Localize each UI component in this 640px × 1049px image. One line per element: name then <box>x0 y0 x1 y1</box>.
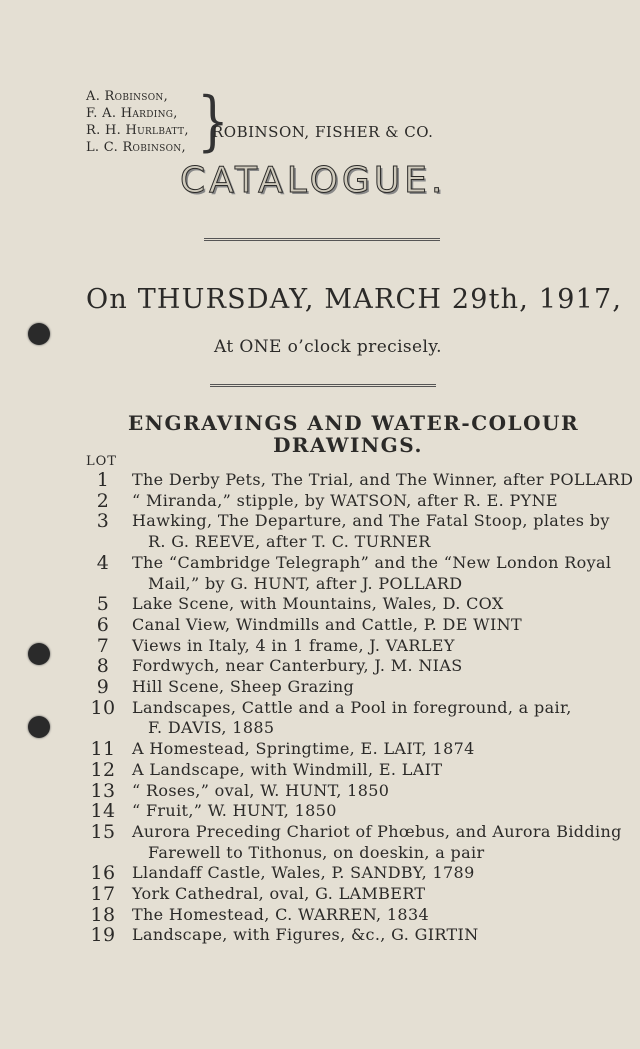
lot-number: 5 <box>96 593 110 616</box>
partner-list <box>86 88 189 156</box>
lot-entry <box>86 781 556 802</box>
lot-entry <box>86 739 556 760</box>
lot-description: A Landscape, with Windmill, E. LAIT <box>132 759 443 779</box>
partner-name: R. H. Hurlbatt, <box>86 123 189 138</box>
lot-number: 8 <box>96 655 110 678</box>
section-title <box>128 411 580 457</box>
lot-number: 1 <box>96 469 110 491</box>
lot-entry <box>86 491 556 512</box>
lot-description: The Homestead, C. WARREN, 1834 <box>132 904 430 924</box>
lot-number: 15 <box>90 820 116 843</box>
lot-description: Mail,” by G. HUNT, after J. POLLARD <box>148 573 463 593</box>
lot-entry <box>86 863 556 884</box>
lot-description: “ Roses,” oval, W. HUNT, 1850 <box>132 780 390 800</box>
lot-description: “ Fruit,” W. HUNT, 1850 <box>132 801 337 821</box>
lot-entry <box>86 801 556 822</box>
section-title-line: ENGRAVINGS AND WATER-COLOUR <box>128 411 580 435</box>
lot-number: 14 <box>90 800 116 823</box>
section-title-line: DRAWINGS. <box>273 433 423 457</box>
lot-description: The “Cambridge Telegraph” and the “New London Royal <box>132 552 612 572</box>
binding-hole <box>28 716 50 738</box>
sale-date: On THURSDAY, MARCH 29th, 1917, <box>86 284 623 315</box>
lot-column-heading: LOT <box>86 454 117 469</box>
lot-description: Canal View, Windmills and Cattle, P. DE WINT <box>132 614 523 634</box>
binding-hole <box>28 643 50 665</box>
binding-hole <box>28 323 50 345</box>
lot-description: York Cathedral, oval, G. LAMBERT <box>132 884 426 904</box>
lot-description: Views in Italy, 4 in 1 frame, J. VARLEY <box>132 635 455 655</box>
lot-number: 13 <box>90 779 116 802</box>
lot-number: 10 <box>90 696 116 719</box>
lot-number: 2 <box>96 489 110 512</box>
lot-entry <box>86 696 572 739</box>
lot-entry <box>86 615 556 636</box>
lot-entry <box>86 656 556 677</box>
lot-number: 9 <box>96 676 110 699</box>
brace: } <box>197 83 229 159</box>
lot-entry <box>86 884 556 905</box>
catalogue-title: CATALOGUE. <box>180 160 447 201</box>
lot-entry <box>86 820 622 863</box>
lot-entry <box>86 760 556 781</box>
divider <box>210 384 436 387</box>
lot-description: Lake Scene, with Mountains, Wales, D. COX <box>132 594 504 614</box>
lot-description: Llandaff Castle, Wales, P. SANDBY, 1789 <box>132 863 475 883</box>
lot-number: 4 <box>96 551 110 574</box>
partner-name: L. C. Robinson, <box>86 140 186 155</box>
partner-name: F. A. Harding, <box>86 106 178 121</box>
lot-description: Hill Scene, Sheep Grazing <box>132 677 355 697</box>
lot-description: A Homestead, Springtime, E. LAIT, 1874 <box>132 739 475 759</box>
lot-entry <box>86 594 556 615</box>
lot-number: 11 <box>90 738 116 761</box>
lot-list <box>86 469 634 947</box>
lot-number: 18 <box>90 903 116 926</box>
lot-description: Hawking, The Departure, and The Fatal Stoop, plates by <box>132 511 610 531</box>
lot-number: 7 <box>96 634 110 657</box>
divider <box>204 238 440 241</box>
lot-description: Landscapes, Cattle and a Pool in foreground, a pair, <box>132 697 572 717</box>
lot-number: 16 <box>90 862 116 885</box>
lot-description: The Derby Pets, The Trial, and The Winner, after POLLARD <box>132 470 634 489</box>
lot-number: 19 <box>90 924 116 947</box>
lot-description: Fordwych, near Canterbury, J. M. NIAS <box>132 656 463 676</box>
lot-description: Aurora Preceding Chariot of Phœbus, and Aurora Bidding <box>132 821 622 841</box>
lot-description: R. G. REEVE, after T. C. TURNER <box>148 532 431 552</box>
lot-entry <box>86 905 556 926</box>
lot-entry <box>86 510 610 552</box>
lot-description: “ Miranda,” stipple, by WATSON, after R. E. PYNE <box>132 490 558 510</box>
lot-description: Landscape, with Figures, &c., G. GIRTIN <box>132 925 479 945</box>
lot-number: 17 <box>90 883 116 906</box>
lot-entry <box>86 551 612 594</box>
lot-number: 12 <box>90 758 116 781</box>
lot-number: 6 <box>96 613 110 636</box>
lot-entry <box>86 677 556 698</box>
firm-name: ROBINSON, FISHER & CO. <box>212 123 434 141</box>
lot-description: Farewell to Tithonus, on doeskin, a pair <box>148 842 485 862</box>
lot-entry <box>86 469 634 491</box>
lot-number: 3 <box>96 510 110 533</box>
sale-time: At ONE o’clock precisely. <box>214 337 442 357</box>
partner-name: A. Robinson, <box>86 89 169 104</box>
lot-description: F. DAVIS, 1885 <box>148 718 275 738</box>
lot-entry <box>86 925 556 946</box>
lot-entry <box>86 636 556 657</box>
